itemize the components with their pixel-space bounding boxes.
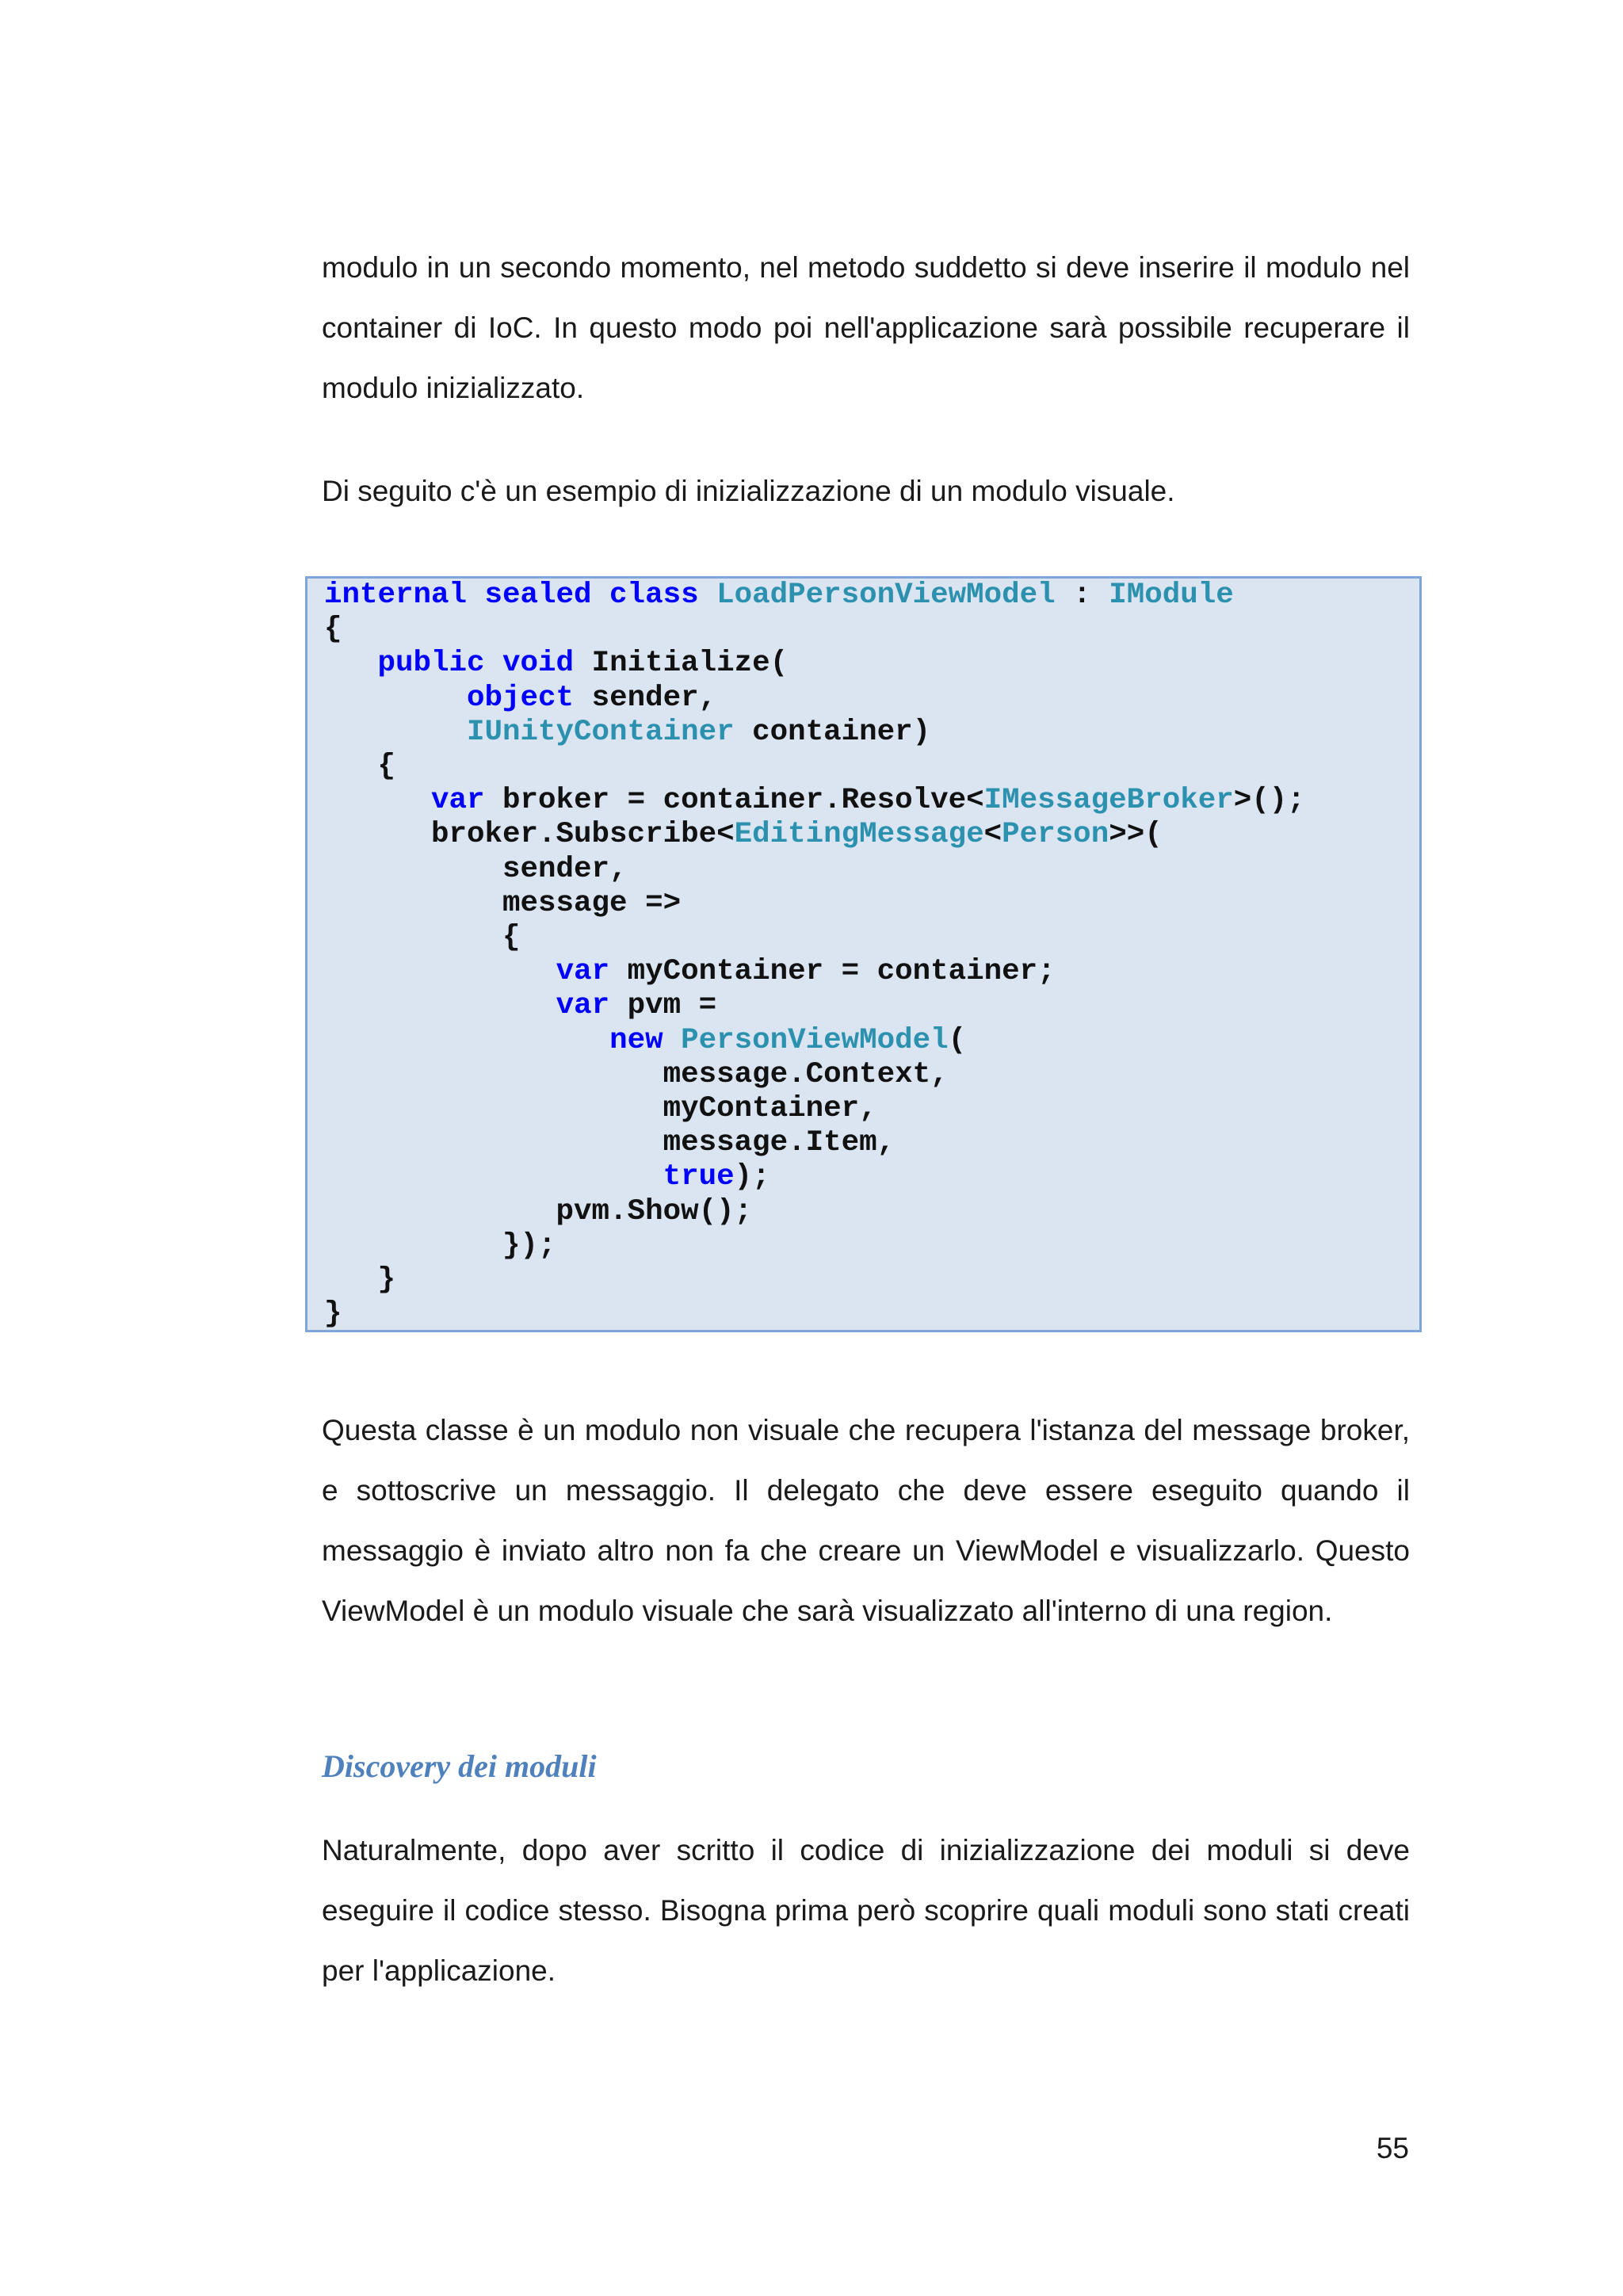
code-token — [324, 682, 467, 715]
code-keyword: var — [431, 784, 485, 818]
code-token — [324, 1160, 663, 1194]
code-type: EditingMessage — [734, 818, 984, 852]
code-keyword: var — [556, 989, 610, 1023]
code-token: { — [324, 921, 521, 955]
code-line — [324, 750, 1419, 784]
code-token: message.Item, — [324, 1126, 896, 1160]
code-token — [324, 1024, 609, 1057]
code-line — [324, 579, 1419, 613]
code-token: ( — [948, 1023, 967, 1057]
code-token: myContainer = container; — [609, 955, 1056, 989]
code-token — [324, 989, 556, 1022]
code-token: message => — [324, 886, 682, 920]
code-token: { — [324, 613, 342, 647]
code-line — [324, 989, 1419, 1023]
code-type: Person — [1002, 818, 1109, 852]
code-line — [324, 647, 1419, 681]
paragraph-discovery: Naturalmente, dopo aver scritto il codice di inizializzazione dei moduli si deve eseguire il codice stesso. Bisogna prima però scoprire quali moduli sono stati creati per l'applicazione. — [322, 1834, 1410, 1987]
code-line — [324, 716, 1419, 750]
code-token — [324, 716, 467, 749]
code-token: sender, — [324, 852, 628, 886]
code-line — [324, 1229, 1419, 1263]
code-line — [324, 955, 1419, 989]
code-token — [324, 784, 431, 817]
code-type: IModule — [1109, 579, 1234, 612]
code-token: : — [1055, 579, 1109, 612]
code-line — [324, 682, 1419, 716]
code-token — [324, 955, 556, 988]
code-token: >(); — [1233, 784, 1305, 818]
code-token: broker = container.Resolve< — [484, 784, 984, 818]
code-token: message.Context, — [324, 1057, 949, 1091]
code-token: { — [324, 750, 396, 784]
code-token — [324, 647, 378, 680]
code-line — [324, 1092, 1419, 1126]
code-type: IMessageBroker — [983, 784, 1234, 818]
code-line — [324, 853, 1419, 887]
code-keyword: true — [663, 1160, 735, 1194]
code-token — [663, 1024, 682, 1057]
code-line — [324, 784, 1419, 818]
code-token: sender, — [574, 681, 717, 715]
code-type: LoadPersonViewModel — [716, 579, 1056, 612]
code-token: } — [324, 1263, 396, 1297]
code-text — [324, 579, 1419, 1331]
code-line — [324, 887, 1419, 921]
code-keyword: public void — [377, 647, 575, 681]
code-line — [324, 1126, 1419, 1160]
section-heading: Discovery dei moduli — [322, 1748, 597, 1784]
code-line — [324, 613, 1419, 647]
code-token: pvm = — [609, 989, 717, 1023]
code-token: } — [324, 1297, 342, 1331]
code-line — [324, 1263, 1419, 1297]
code-keyword: object — [467, 681, 575, 715]
code-line — [324, 1024, 1419, 1058]
code-token: myContainer, — [324, 1092, 877, 1126]
code-listing — [305, 576, 1422, 1332]
code-token: ); — [734, 1160, 770, 1194]
code-line — [324, 1160, 1419, 1194]
paragraph-description: Questa classe è un modulo non visuale che recupera l'istanza del message broker, e sottoscrive un messaggio. Il delegato che deve essere eseguito quando il messaggio è inviato altro non fa che creare un ViewModel e visualizzarlo. Questo ViewModel è un modulo visuale che sarà visualizzato all'interno di una region. — [322, 1414, 1410, 1627]
code-type: PersonViewModel — [681, 1023, 949, 1057]
code-keyword: internal sealed class — [324, 579, 699, 612]
code-keyword: new — [609, 1023, 663, 1057]
code-token — [699, 579, 717, 612]
code-line — [324, 1058, 1419, 1092]
code-token: container) — [734, 715, 931, 749]
paragraph-example-intro: Di seguito c'è un esempio di inizializzazione di un modulo visuale. — [322, 475, 1175, 507]
page-number: 55 — [1376, 2132, 1409, 2164]
code-keyword: var — [556, 955, 610, 989]
code-token: >>( — [1109, 818, 1163, 852]
code-token: }); — [324, 1228, 556, 1263]
paragraph-intro: modulo in un secondo momento, nel metodo suddetto si deve inserire il modulo nel container di IoC. In questo modo poi nell'applicazione sarà possibile recuperare il modulo inizializzato. — [322, 251, 1410, 404]
code-token: broker.Subscribe< — [324, 818, 735, 852]
code-line — [324, 1297, 1419, 1331]
code-line — [324, 921, 1419, 955]
code-line — [324, 818, 1419, 852]
code-token: < — [983, 818, 1002, 852]
code-line — [324, 1195, 1419, 1229]
code-token: pvm.Show(); — [324, 1194, 753, 1228]
code-type: IUnityContainer — [467, 715, 735, 749]
code-token: Initialize( — [574, 647, 789, 681]
